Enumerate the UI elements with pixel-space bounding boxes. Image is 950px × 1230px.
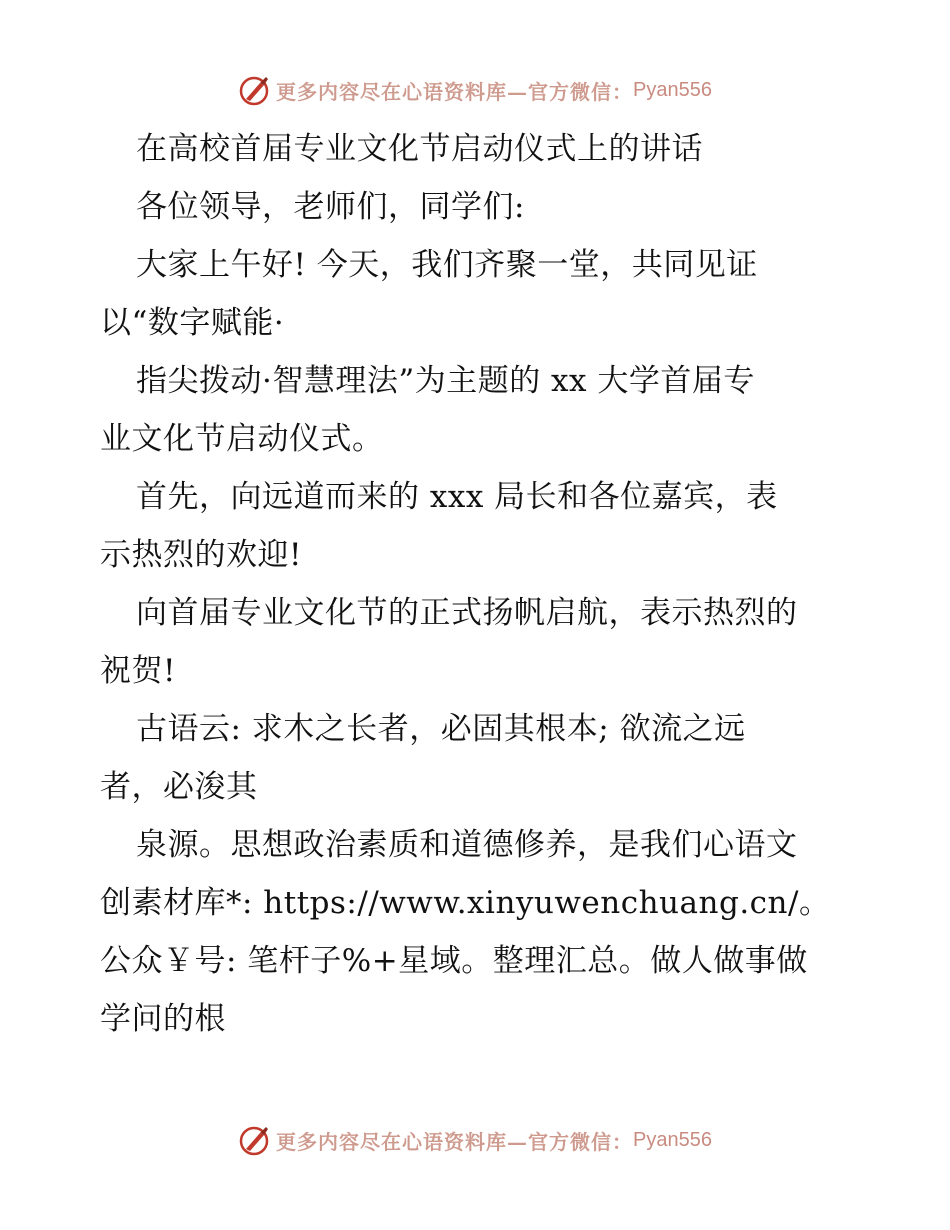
watermark-wechat-id: Pyan556: [633, 78, 712, 101]
paragraph-line: 示热烈的欢迎!: [100, 537, 302, 573]
paragraph-line: 公众￥号: 笔杆子%+星域。整理汇总。做人做事做: [100, 943, 808, 979]
paragraph-line: 祝贺!: [100, 653, 176, 689]
footer-watermark: [0, 1120, 950, 1160]
salutation-line: 各位领导，老师们，同学们:: [136, 189, 525, 225]
header-watermark: [0, 70, 950, 110]
watermark-wechat-id: Pyan556: [633, 1128, 712, 1151]
paragraph-line: 古语云: 求木之长者，必固其根本; 欲流之远: [136, 711, 746, 747]
pen-logo-icon: [238, 1123, 272, 1157]
paragraph-line: 者，必浚其: [100, 769, 258, 805]
paragraph-line: 指尖拨动·智慧理法”为主题的 xx 大学首届专: [136, 363, 755, 399]
paragraph-line: 泉源。思想政治素质和道德修养，是我们心语文: [136, 827, 798, 863]
watermark-brand-text: 更多内容尽在心语资料库—官方微信：: [276, 1129, 634, 1154]
document-title: 在高校首届专业文化节启动仪式上的讲话: [136, 131, 703, 167]
paragraph-line: 向首届专业文化节的正式扬帆启航，表示热烈的: [136, 595, 798, 631]
pen-logo-icon: [238, 73, 272, 107]
paragraph-line: 首先，向远道而来的 xxx 局长和各位嘉宾，表: [136, 479, 778, 515]
paragraph-line: 大家上午好! 今天，我们齐聚一堂，共同见证: [136, 247, 758, 283]
paragraph-line: 以“数字赋能·: [100, 305, 285, 341]
paragraph-line: 创素材库*: https://www.xinyuwenchuang.cn/。: [100, 885, 831, 921]
document-body: [100, 120, 860, 1048]
paragraph-line: 业文化节启动仪式。: [100, 421, 384, 457]
watermark-brand-text: 更多内容尽在心语资料库—官方微信：: [276, 79, 634, 104]
paragraph-line: 学问的根: [100, 1001, 226, 1037]
